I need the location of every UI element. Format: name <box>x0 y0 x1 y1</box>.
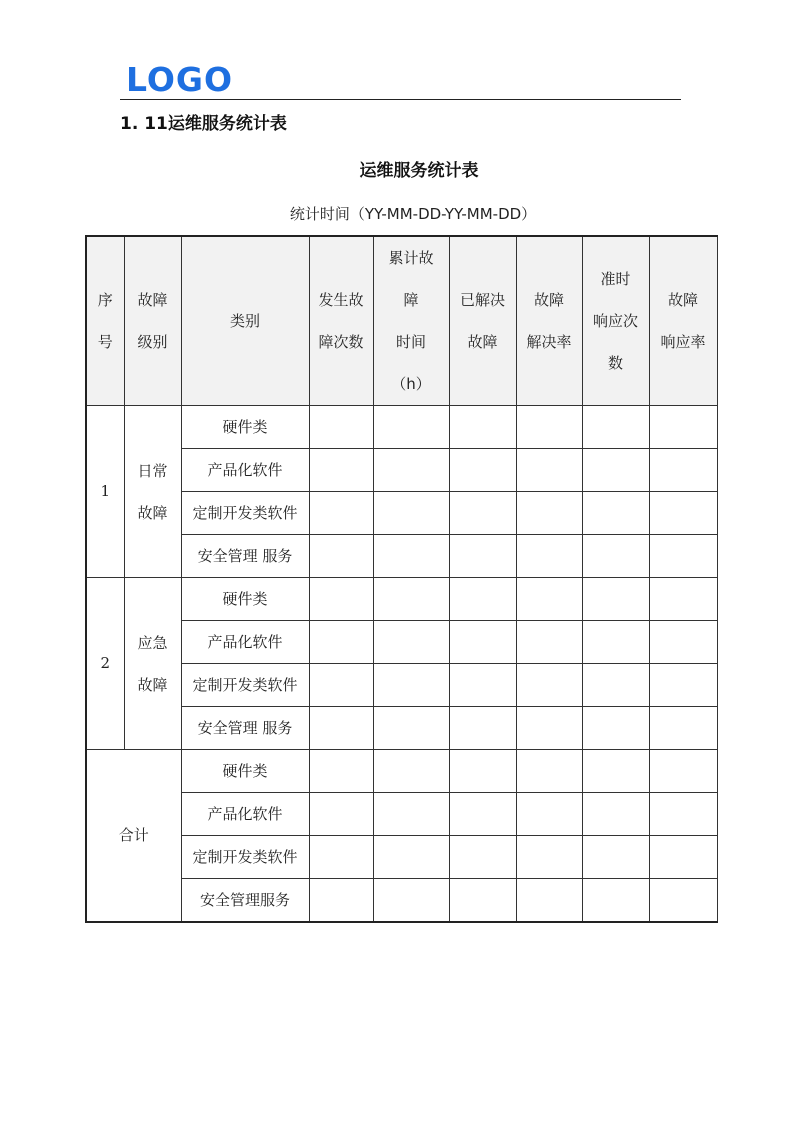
data-cell <box>582 406 649 449</box>
data-cell <box>582 535 649 578</box>
group-seq: 1 <box>86 406 124 578</box>
group-seq: 2 <box>86 578 124 750</box>
data-cell <box>649 406 717 449</box>
data-cell <box>649 664 717 707</box>
header-cumulative-time: 累计故 障 时间 （h） <box>373 236 449 406</box>
data-cell <box>516 578 582 621</box>
category-cell: 硬件类 <box>181 578 309 621</box>
data-cell <box>582 836 649 879</box>
data-cell <box>449 492 516 535</box>
category-cell: 硬件类 <box>181 750 309 793</box>
data-cell <box>516 707 582 750</box>
data-cell <box>649 879 717 923</box>
data-cell <box>582 621 649 664</box>
category-cell: 安全管理 服务 <box>181 535 309 578</box>
data-cell <box>373 664 449 707</box>
data-cell <box>582 707 649 750</box>
data-cell <box>309 836 373 879</box>
table-row <box>86 535 717 578</box>
data-cell <box>582 492 649 535</box>
data-cell <box>373 621 449 664</box>
group-level: 应急 故障 <box>124 578 181 750</box>
table-title: 运维服务统计表 <box>359 161 479 181</box>
category-cell: 定制开发类软件 <box>181 664 309 707</box>
table-row <box>86 750 717 793</box>
category-cell: 定制开发类软件 <box>181 836 309 879</box>
data-cell <box>516 836 582 879</box>
data-cell <box>449 793 516 836</box>
category-cell: 硬件类 <box>181 406 309 449</box>
data-cell <box>373 449 449 492</box>
data-cell <box>373 836 449 879</box>
header-response-rate: 故障 响应率 <box>649 236 717 406</box>
category-cell: 安全管理服务 <box>181 879 309 923</box>
table-row <box>86 621 717 664</box>
data-cell <box>309 750 373 793</box>
data-cell <box>449 664 516 707</box>
header-resolution-rate: 故障 解决率 <box>516 236 582 406</box>
header-row <box>86 236 717 406</box>
data-cell <box>649 535 717 578</box>
data-cell <box>449 578 516 621</box>
category-cell: 产品化软件 <box>181 449 309 492</box>
data-cell <box>582 793 649 836</box>
data-cell <box>582 449 649 492</box>
data-cell <box>516 492 582 535</box>
data-cell <box>309 535 373 578</box>
data-cell <box>516 621 582 664</box>
category-cell: 安全管理 服务 <box>181 707 309 750</box>
data-cell <box>309 793 373 836</box>
data-cell <box>309 578 373 621</box>
company-logo: LOGO <box>126 60 234 99</box>
header-level: 故障 级别 <box>124 236 181 406</box>
data-cell <box>649 836 717 879</box>
total-label: 合计 <box>86 750 181 923</box>
data-cell <box>373 793 449 836</box>
data-cell <box>516 449 582 492</box>
table-row <box>86 836 717 879</box>
data-cell <box>373 879 449 923</box>
data-cell <box>309 621 373 664</box>
group-level: 日常 故障 <box>124 406 181 578</box>
data-cell <box>649 492 717 535</box>
data-cell <box>449 621 516 664</box>
data-cell <box>449 879 516 923</box>
table-row <box>86 664 717 707</box>
header-divider <box>120 99 681 100</box>
header-category: 类别 <box>181 236 309 406</box>
data-cell <box>649 750 717 793</box>
data-cell <box>373 535 449 578</box>
data-cell <box>309 707 373 750</box>
data-cell <box>516 879 582 923</box>
header-resolved: 已解决 故障 <box>449 236 516 406</box>
data-cell <box>449 449 516 492</box>
data-cell <box>373 750 449 793</box>
statistics-period: 统计时间（YY-MM-DD-YY-MM-DD） <box>289 205 537 223</box>
header-seq: 序 号 <box>86 236 124 406</box>
data-cell <box>582 664 649 707</box>
maintenance-statistics-table <box>85 235 718 923</box>
data-cell <box>516 535 582 578</box>
data-cell <box>373 492 449 535</box>
data-cell <box>516 406 582 449</box>
data-cell <box>449 750 516 793</box>
data-cell <box>516 664 582 707</box>
data-cell <box>309 879 373 923</box>
data-cell <box>649 707 717 750</box>
data-cell <box>649 621 717 664</box>
data-cell <box>582 578 649 621</box>
data-cell <box>373 707 449 750</box>
data-cell <box>582 750 649 793</box>
table-row <box>86 492 717 535</box>
header-occurrences: 发生故 障次数 <box>309 236 373 406</box>
data-cell <box>649 578 717 621</box>
category-cell: 定制开发类软件 <box>181 492 309 535</box>
data-cell <box>309 406 373 449</box>
section-heading: 1. 11运维服务统计表 <box>120 114 287 134</box>
data-cell <box>516 793 582 836</box>
table-row <box>86 406 717 449</box>
data-cell <box>649 793 717 836</box>
table-row <box>86 449 717 492</box>
data-cell <box>373 578 449 621</box>
data-cell <box>373 406 449 449</box>
data-cell <box>309 449 373 492</box>
data-cell <box>449 836 516 879</box>
data-cell <box>516 750 582 793</box>
category-cell: 产品化软件 <box>181 621 309 664</box>
table-row <box>86 793 717 836</box>
data-cell <box>309 492 373 535</box>
data-cell <box>449 406 516 449</box>
data-cell <box>582 879 649 923</box>
table-row <box>86 879 717 923</box>
header-on-time-responses: 准时 响应次 数 <box>582 236 649 406</box>
data-cell <box>449 535 516 578</box>
data-cell <box>309 664 373 707</box>
table-row <box>86 707 717 750</box>
data-cell <box>649 449 717 492</box>
data-cell <box>449 707 516 750</box>
table-row <box>86 578 717 621</box>
category-cell: 产品化软件 <box>181 793 309 836</box>
